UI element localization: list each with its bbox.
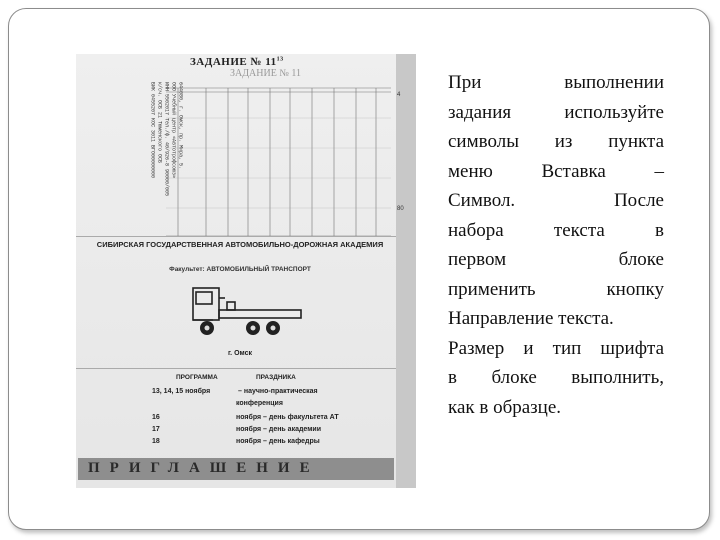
instruction-line: в блоке выполнить, xyxy=(448,367,664,388)
program-event: – научно-практическая xyxy=(238,388,318,395)
academy-name: СИБИРСКАЯ ГОСУДАРСТВЕННАЯ АВТОМОБИЛЬНО-ДОРОЖНАЯ АКАДЕМИЯ xyxy=(96,240,384,249)
task-title: ЗАДАНИЕ № $11^{13}$ xyxy=(190,56,284,68)
instruction-line: Направление текста. xyxy=(448,308,614,329)
page-marker-top: 4 xyxy=(397,92,401,98)
program-date: 18 xyxy=(152,438,160,445)
program-event: ноября – день факультета АТ xyxy=(236,414,339,421)
rotated-address-text: 644080, г. Омск, пр. Мира, 5. ООО Учебный центр «Автотрофсоюз» ИНН 5502017 Тел./ф. 40/926-8 90000/005 к/сч. ОСБ 21 Тюменского ОСБ БИК 0455207 КОС 3011 ВГО00000000 xyxy=(149,82,184,197)
instruction-line: Размер и тип шрифта xyxy=(448,337,664,359)
program-date: 16 xyxy=(152,414,160,421)
invitation-text: ПРИГЛАШЕНИЕ xyxy=(88,460,320,476)
scanned-document-image xyxy=(76,54,416,488)
page-marker-bottom: 80 xyxy=(397,206,404,212)
rotated-address-block xyxy=(136,82,196,242)
instruction-line: как в образце. xyxy=(448,396,562,418)
truck-illustration xyxy=(189,282,309,344)
instruction-line: задания используйте xyxy=(448,101,664,123)
ghost-title: ЗАДАНИЕ № 11 xyxy=(230,68,301,79)
instruction-line: Символ. После xyxy=(448,190,664,211)
faculty-name: Факультет: АВТОМОБИЛЬНЫЙ ТРАНСПОРТ xyxy=(169,266,311,273)
holidays-label: ПРАЗДНИКА xyxy=(256,374,296,381)
instruction-line: первом блоке xyxy=(448,249,664,270)
program-event: ноября – день кафедры xyxy=(236,438,320,445)
instruction-line: применить кнопку xyxy=(448,278,664,300)
program-date: 13, 14, 15 ноября xyxy=(152,388,211,395)
divider xyxy=(76,236,396,237)
program-date: 17 xyxy=(152,426,160,433)
instruction-line: символы из пункта xyxy=(448,131,664,152)
instruction-line: При выполнении xyxy=(448,72,664,93)
instruction-text xyxy=(448,68,664,422)
instruction-line: меню Вставка – xyxy=(448,160,664,182)
city-label: г. Омск xyxy=(227,350,253,357)
form-grid xyxy=(166,78,391,246)
divider xyxy=(76,368,396,369)
program-event: ноября – день академии xyxy=(236,426,322,433)
program-label: ПРОГРАММА xyxy=(176,374,218,381)
instruction-line: набора текста в xyxy=(448,219,664,241)
scan-page-edge xyxy=(396,54,416,488)
program-event: конференция xyxy=(236,400,283,407)
